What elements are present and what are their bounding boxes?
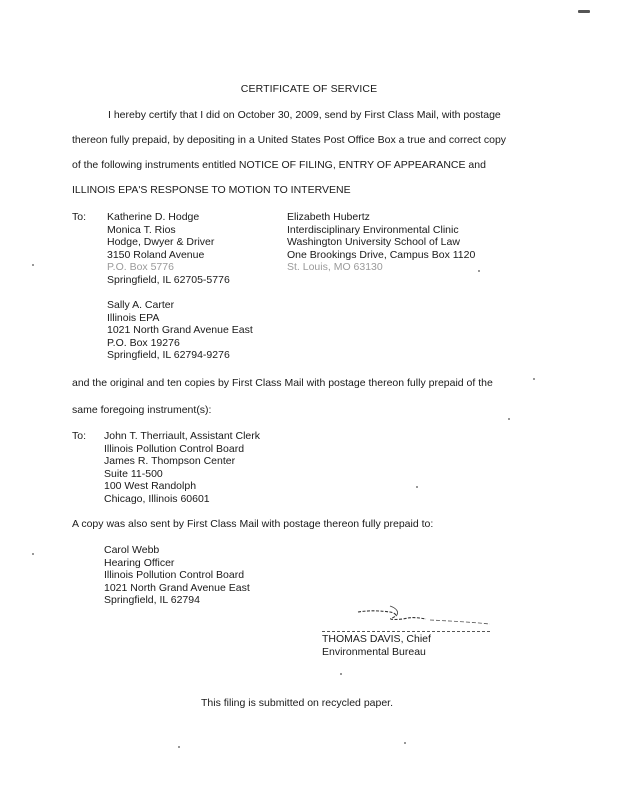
scan-mark [578,10,590,13]
signature-line [322,631,490,632]
scan-speck [404,742,406,744]
address-line: Interdisciplinary Environmental Clinic [287,223,459,236]
address-line: Hodge, Dwyer & Driver [107,236,215,249]
address-line: Carol Webb [104,544,160,556]
address-line: Illinois EPA [107,311,160,324]
scan-speck [508,418,510,420]
intro-line-3: of the following instruments entitled NOTICE OF FILING, ENTRY OF APPEARANCE and [72,159,486,171]
recipient-address-carter [107,299,253,362]
address-line: Elizabeth Hubertz [287,211,370,223]
address-line: 1021 North Grand Avenue East [107,324,253,337]
address-line: Springfield, IL 62794 [104,594,200,607]
intro-line-4: ILLINOIS EPA'S RESPONSE TO MOTION TO INTERVENE [72,184,351,196]
document-title: CERTIFICATE OF SERVICE [240,83,378,95]
hearing-officer-address [104,544,250,607]
to-label: To: [72,211,87,223]
recipient-address-right [287,211,475,274]
address-line: Springfield, IL 62705-5776 [107,273,230,286]
address-line: Katherine D. Hodge [107,211,200,223]
address-line: 3150 Roland Avenue [107,248,205,261]
address-line: P.O. Box 5776 [107,261,174,274]
scan-speck [178,746,180,748]
scan-speck [533,378,535,380]
address-line: Sally A. Carter [107,299,175,311]
signer-title: Environmental Bureau [322,646,426,658]
address-line: P.O. Box 19276 [107,336,180,349]
address-line: Springfield, IL 62794-9276 [107,349,230,362]
address-line: James R. Thompson Center [104,455,236,468]
address-line: Illinois Pollution Control Board [104,442,245,455]
address-line: Chicago, Illinois 60601 [104,492,210,505]
scan-speck [32,553,34,555]
scan-speck [416,486,418,488]
intro-line-1: I hereby certify that I did on October 30, 2009, send by First Class Mail, with postage [108,109,501,121]
scan-speck [340,673,342,675]
address-line: Suite 11-500 [104,467,163,480]
scan-speck [478,270,480,272]
footer-note: This filing is submitted on recycled paper. [201,697,394,709]
address-line: Washington University School of Law [287,236,460,249]
address-line: Monica T. Rios [107,223,176,236]
address-line: St. Louis, MO 63130 [287,261,383,274]
to-label-2: To: [72,430,87,442]
clerk-address [104,430,260,506]
address-line: Illinois Pollution Control Board [104,569,245,582]
address-line: One Brookings Drive, Campus Box 1120 [287,248,476,261]
original-line-2: same foregoing instrument(s): [72,404,212,416]
scan-speck [32,264,34,266]
copy-line: A copy was also sent by First Class Mail with postage thereon fully prepaid to: [72,518,434,530]
original-line-1: and the original and ten copies by First Class Mail with postage thereon fully prepaid of the [72,377,493,389]
address-line: 1021 North Grand Avenue East [104,581,250,594]
address-line: 100 West Randolph [104,480,197,493]
intro-line-2: thereon fully prepaid, by depositing in a United States Post Office Box a true and correct copy [72,134,507,146]
address-line: John T. Therriault, Assistant Clerk [104,430,261,442]
address-line: Hearing Officer [104,556,175,569]
recipient-address-left [107,211,230,287]
signer-name: THOMAS DAVIS, Chief [322,633,431,645]
